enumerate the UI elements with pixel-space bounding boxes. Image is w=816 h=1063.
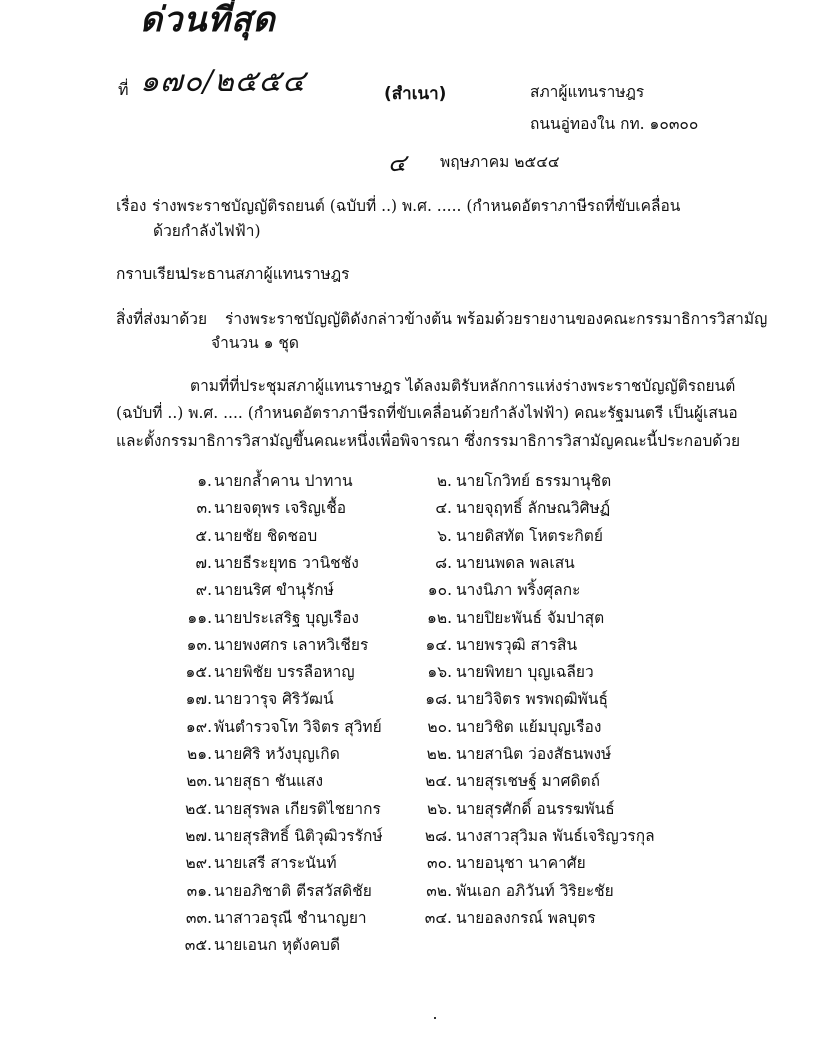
member-name: นายวิชิต แย้มบุญเรือง — [456, 717, 602, 736]
member-number: ๕. — [195, 526, 212, 545]
member-number: ๑๙. — [185, 717, 212, 736]
member-name: นายนพดล พลเสน — [456, 553, 575, 572]
member-name: พันเอก อภิวันท์ วิริยะชัย — [456, 881, 614, 900]
member-number: ๒. — [436, 472, 452, 490]
member-number: ๓๕. — [184, 936, 212, 955]
member-number: ๓๓. — [185, 908, 212, 927]
member-name: นายสุรศักดิ์ อนรรฆพันธ์ — [456, 799, 615, 818]
member-name: นายสุรสิทธิ์ นิติวุฒิวรรักษ์ — [214, 826, 383, 845]
member-number: ๑๓. — [186, 635, 212, 654]
copy-label: (สำเนา) — [384, 84, 447, 104]
member-number: ๓. — [196, 499, 212, 518]
member-name: นายสุรเชษฐ์ มาศดิตถ์ — [456, 772, 600, 791]
member-number: ๘. — [435, 553, 452, 572]
subject-text-line1: ร่างพระราชบัญญัติรถยนต์ (ฉบับที่ ..) พ.ศ. ..... (กำหนดอัตราภาษีรถที่ขับเคลื่อน — [152, 197, 681, 215]
member-number: ๒๕. — [185, 799, 212, 818]
member-number: ๒๐. — [427, 717, 452, 736]
member-number: ๓๔. — [424, 908, 452, 927]
member-number: ๒๒. — [426, 745, 452, 763]
member-name: นายเสรี สาระนันท์ — [214, 854, 337, 873]
enclosure-text-line1: ร่างพระราชบัญญัติดังกล่าวข้างต้น พร้อมด้วยรายงานของคณะกรรมาธิการวิสามัญ — [225, 310, 768, 328]
subject-label: เรื่อง — [116, 197, 147, 215]
member-name: นายดิสทัต โหตระกิตย์ — [456, 526, 603, 545]
member-name: พันตำรวจโท วิจิตร สุวิทย์ — [214, 717, 382, 736]
member-number: ๑๔. — [425, 635, 452, 654]
member-name: นายพรวุฒิ สารสิน — [456, 635, 578, 654]
member-number: ๒๑. — [187, 745, 212, 763]
member-number: ๑๘. — [425, 690, 452, 709]
member-name: นายอนุชา นาคาศัย — [456, 854, 586, 873]
member-name: นางสาวสุวิมล พันธ์เจริญวรกุล — [456, 826, 655, 845]
document-number-label: ที่ — [118, 80, 129, 99]
member-number: ๑๐. — [427, 581, 452, 600]
member-name: นายวิจิตร พรพฤฒิพันธุ์ — [456, 690, 608, 709]
member-number: ๑๕. — [185, 663, 212, 682]
salutation-recipient: ประธานสภาผู้แทนราษฎร — [180, 265, 350, 283]
document-number: ๑๗๐/๒๕๕๔ — [140, 64, 306, 99]
member-name: นางนิภา พริ้งศุลกะ — [456, 581, 581, 600]
member-number: ๓๐. — [427, 854, 452, 873]
member-number: ๒๘. — [424, 826, 452, 845]
member-name: นายอลงกรณ์ พลบุตร — [456, 908, 596, 927]
member-name: นายวารุจ ศิริวัฒน์ — [214, 690, 334, 709]
member-name: นายพงศกร เลาหวิเชียร — [214, 635, 369, 654]
member-name: นายโกวิทย์ ธรรมานุชิต — [456, 472, 612, 490]
organization-address: ถนนอู่ทองใน กท. ๑๐๓๐๐ — [530, 115, 699, 133]
member-number: ๔. — [435, 499, 452, 518]
member-number: ๙. — [195, 581, 212, 600]
member-name: นายสุธา ชันแสง — [214, 772, 324, 791]
scan-speck — [434, 1017, 436, 1019]
body-paragraph-line1: ตามที่ที่ประชุมสภาผู้แทนราษฎร ได้ลงมติรับหลักการแห่งร่างพระราชบัญญัติรถยนต์ — [190, 377, 736, 395]
member-number: ๒๙. — [185, 854, 212, 873]
member-name: นายกล้ำคาน ปาทาน — [214, 472, 353, 490]
urgency-stamp: ด่วนที่สุด — [140, 0, 276, 40]
member-number: ๓๑. — [186, 881, 212, 900]
member-number: ๒๔. — [425, 772, 452, 791]
member-number: ๒๗. — [185, 826, 212, 845]
member-name: นายพิชัย บรรลือหาญ — [214, 663, 355, 682]
member-number: ๗. — [195, 553, 212, 572]
member-name: นายศิริ หวังบุญเกิด — [214, 745, 340, 763]
enclosure-text-line2: จำนวน ๑ ชุด — [211, 334, 299, 352]
member-name: นายนริศ ขำนุรักษ์ — [214, 581, 334, 600]
member-name: นายจตุพร เจริญเชื้อ — [214, 499, 347, 518]
date-month-year: พฤษภาคม ๒๕๔๔ — [440, 153, 560, 171]
member-number: ๑๑. — [187, 608, 212, 627]
member-name: นายสุรพล เกียรติไชยากร — [214, 799, 381, 818]
body-paragraph-line3: และตั้งกรรมาธิการวิสามัญขึ้นคณะหนึ่งเพื่อพิจารณา ซึ่งกรรมาธิการวิสามัญคณะนี้ประกอบด้วย — [116, 432, 741, 450]
member-name: นายอภิชาติ ตีรสวัสดิชัย — [214, 881, 372, 900]
enclosure-label: สิ่งที่ส่งมาด้วย — [116, 310, 208, 328]
organization-name: สภาผู้แทนราษฎร — [530, 83, 645, 101]
member-name: นายปิยะพันธ์ จัมปาสุต — [456, 608, 605, 627]
member-name: นายพิทยา บุญเฉลียว — [456, 663, 594, 682]
date-day: ๔ — [388, 149, 407, 177]
member-number: ๓๒. — [426, 881, 452, 900]
member-number: ๒๖. — [427, 799, 452, 818]
member-name: นายเอนก หุตังคบดี — [214, 936, 341, 955]
member-number: ๑. — [197, 472, 212, 490]
member-name: นายธีระยุทธ วานิชชัง — [214, 553, 359, 572]
body-paragraph-line2: (ฉบับที่ ..) พ.ศ. .... (กำหนดอัตราภาษีรถที่ขับเคลื่อนด้วยกำลังไฟฟ้า) คณะรัฐมนตรี เป็นผู้เสนอ — [116, 404, 738, 422]
member-name: นายชัย ชิดชอบ — [214, 526, 318, 545]
member-name: นายประเสริฐ บุญเรือง — [214, 608, 359, 627]
member-name: นายจุฤทธิ์ ลักษณวิศิษฏ์ — [456, 499, 611, 518]
member-number: ๑๖. — [427, 663, 452, 682]
member-name: นาสาวอรุณี ชำนาญยา — [214, 908, 367, 927]
subject-text-line2: ด้วยกำลังไฟฟ้า) — [153, 222, 261, 240]
member-name: นายสานิต ว่องสัธนพงษ์ — [456, 745, 612, 763]
member-number: ๑๗. — [185, 690, 212, 709]
member-number: ๖. — [437, 526, 452, 545]
member-number: ๑๒. — [427, 608, 452, 627]
salutation-label: กราบเรียน — [116, 265, 186, 283]
member-number: ๒๓. — [186, 772, 212, 791]
